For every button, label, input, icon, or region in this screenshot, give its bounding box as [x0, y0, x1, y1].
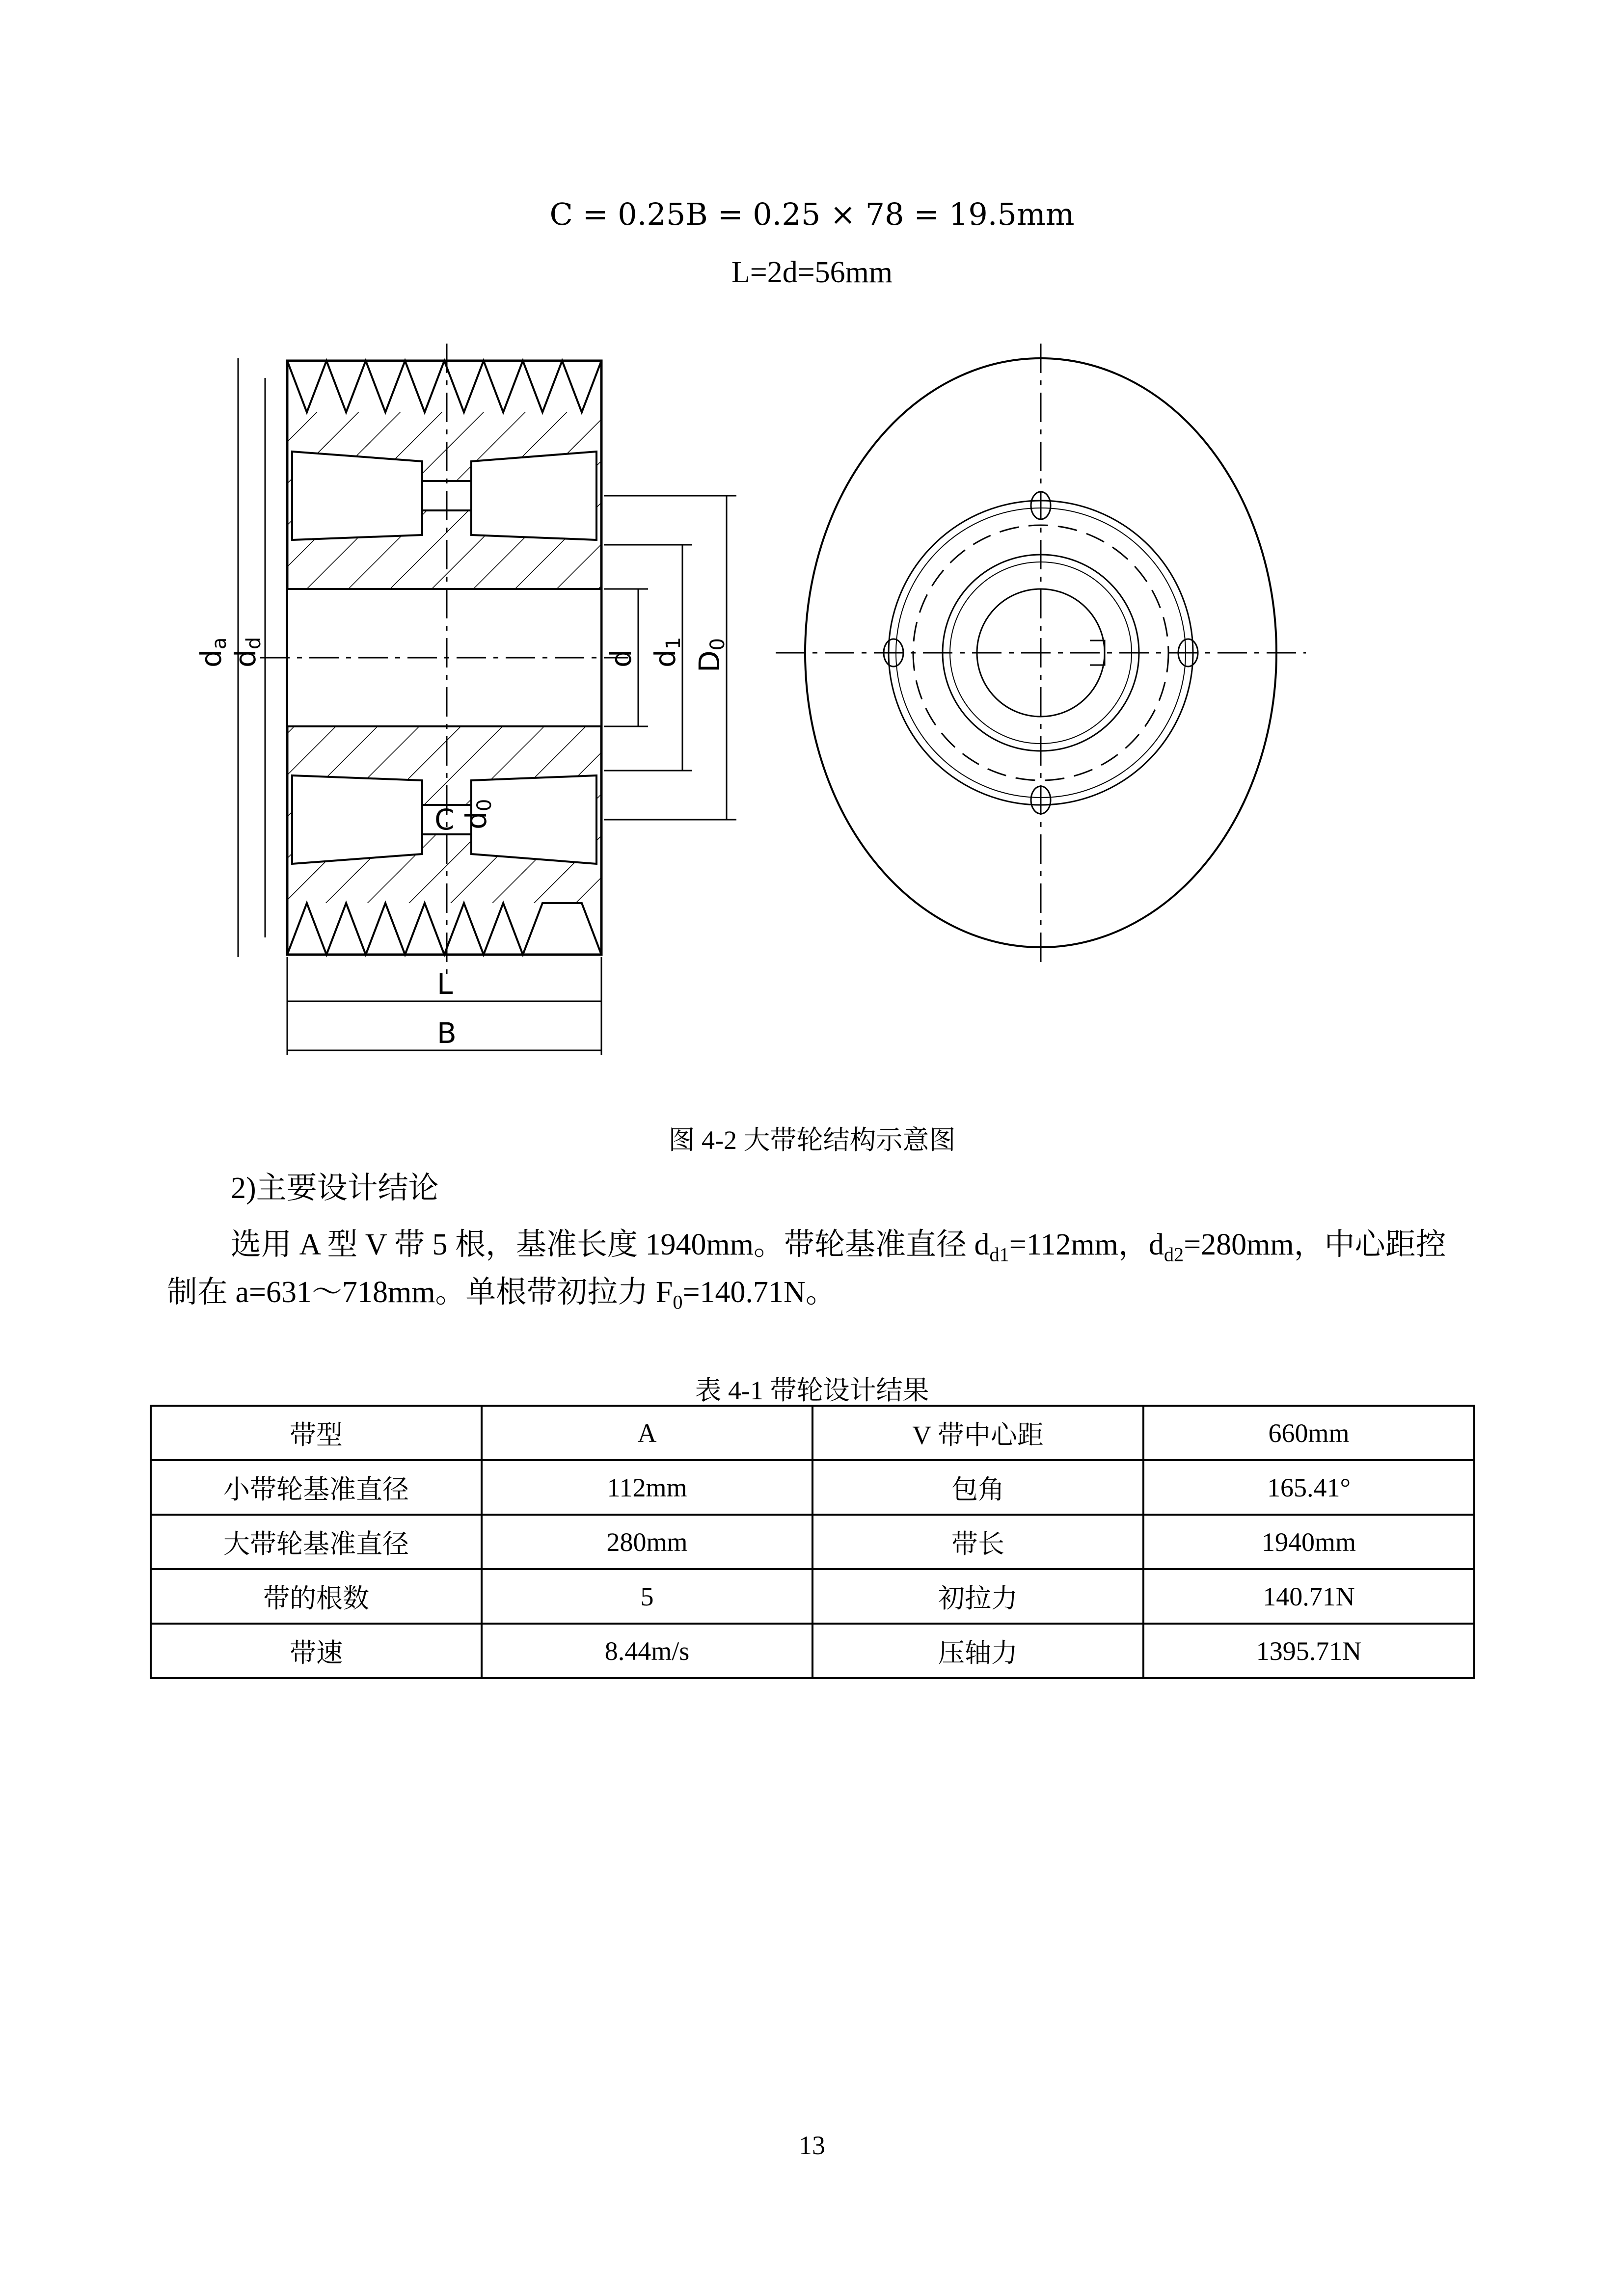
label-B: B: [437, 1016, 457, 1050]
formula-l: L=2d=56mm: [731, 256, 893, 289]
table-cell: 140.71N: [1143, 1569, 1474, 1624]
para-sub-2: d2: [1164, 1243, 1184, 1266]
table-cell: 5: [482, 1569, 812, 1624]
table-cell: 8.44m/s: [482, 1624, 812, 1678]
table-cell: 带型: [151, 1406, 482, 1460]
label-d: d: [604, 649, 638, 667]
table-cell: 压轴力: [812, 1624, 1143, 1678]
para-text-3: =280mm，中心距控制在 a=631～718mm。单根带初拉力 F: [167, 1228, 1446, 1309]
label-C: C: [434, 803, 455, 836]
label-D0: D0: [693, 638, 729, 672]
table-cell: A: [482, 1406, 812, 1460]
result-table: [150, 1405, 1475, 1679]
formula-c: C = 0.25B = 0.25 × 78 = 19.5mm: [549, 196, 1075, 232]
table-caption: 表 4-1 带轮设计结果: [695, 1376, 929, 1405]
front-view: [776, 344, 1306, 962]
label-d0: d0: [460, 799, 496, 829]
para-text-2: =112mm，d: [1009, 1228, 1164, 1261]
pulley-drawing: [187, 334, 1316, 1075]
label-L: L: [437, 967, 453, 1001]
para-sub-1: d1: [989, 1243, 1009, 1266]
table-cell: 165.41°: [1143, 1460, 1474, 1515]
para-sub-3: 0: [673, 1291, 683, 1313]
para-text-4: =140.71N。: [682, 1275, 836, 1309]
side-section-view: [260, 344, 628, 977]
table-cell: 初拉力: [812, 1569, 1143, 1624]
table-cell: 1395.71N: [1143, 1624, 1474, 1678]
table-cell: 小带轮基准直径: [151, 1460, 482, 1515]
table-row: [151, 1406, 1474, 1460]
table-cell: 包角: [812, 1460, 1143, 1515]
table-cell: 280mm: [482, 1515, 812, 1569]
figure-caption: 图 4-2 大带轮结构示意图: [668, 1125, 956, 1155]
para-text-1: 选用 A 型 V 带 5 根，基准长度 1940mm。带轮基准直径 d: [231, 1228, 990, 1261]
table-row: [151, 1569, 1474, 1624]
label-dd: dd: [229, 637, 265, 667]
table-row: [151, 1460, 1474, 1515]
table-cell: 带的根数: [151, 1569, 482, 1624]
label-da: da: [194, 637, 231, 667]
table-cell: 1940mm: [1143, 1515, 1474, 1569]
table-cell: V 带中心距: [812, 1406, 1143, 1460]
conclusion-paragraph: [167, 1222, 1463, 1317]
label-d1: d1: [649, 637, 685, 667]
section-heading: 2)主要设计结论: [231, 1172, 439, 1205]
table-cell: 大带轮基准直径: [151, 1515, 482, 1569]
page-number: 13: [799, 2131, 825, 2160]
table-cell: 660mm: [1143, 1406, 1474, 1460]
table-cell: 112mm: [482, 1460, 812, 1515]
table-row: [151, 1515, 1474, 1569]
table-cell: 带长: [812, 1515, 1143, 1569]
table-cell: 带速: [151, 1624, 482, 1678]
table-row: [151, 1624, 1474, 1678]
